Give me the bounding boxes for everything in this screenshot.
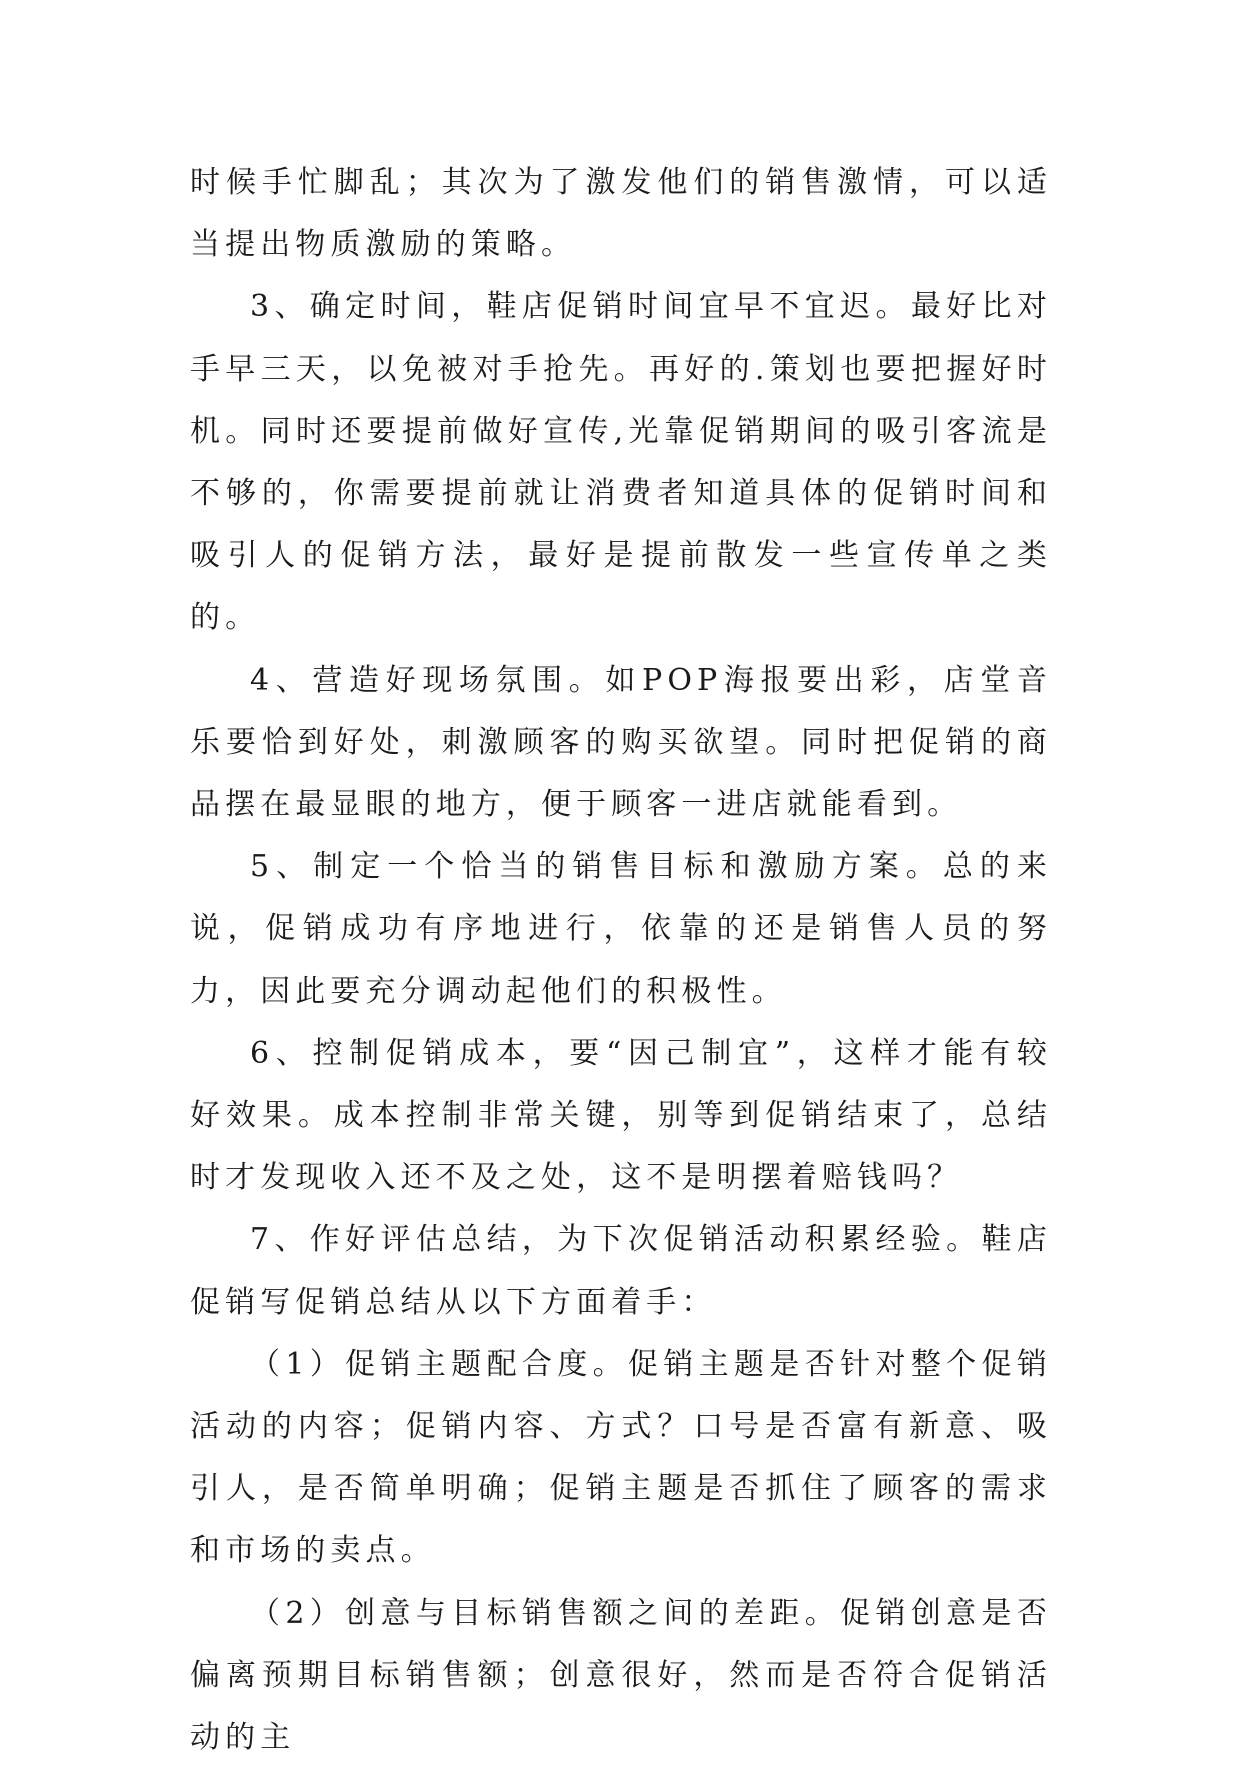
paragraph-item-7: 7、作好评估总结，为下次促销活动积累经验。鞋店促销写促销总结从以下方面着手： [190,1222,1052,1320]
paragraph-subitem-2: （2）创意与目标销售额之间的差距。促销创意是否偏离预期目标销售额；创意很好，然而是否符合促销活动的主 [190,1595,1052,1756]
paragraph-item-3: 3、确定时间，鞋店促销时间宜早不宜迟。最好比对手早三天，以免被对手抢先。再好的.策划也要把握好时机。同时还要提前做好宣传,光靠促销期间的吸引客流是不够的，你需要提前就让消费者知道具体的促销时间和吸引人的促销方法，最好是提前散发一些宣传单之类的。 [190,289,1052,636]
paragraph-item-6: 6、控制促销成本，要“因己制宜”，这样才能有较好效果。成本控制非常关键，别等到促销结束了，总结时才发现收入还不及之处，这不是明摆着赔钱吗？ [190,1035,1052,1196]
paragraph-item-5: 5、制定一个恰当的销售目标和激励方案。总的来说，促销成功有序地进行，依靠的还是销售人员的努力，因此要充分调动起他们的积极性。 [190,849,1052,1009]
body-text [190,152,1052,1769]
paragraph-subitem-1: （1）促销主题配合度。促销主题是否针对整个促销活动的内容；促销内容、方式？口号是否富有新意、吸引人，是否简单明确；促销主题是否抓住了顾客的需求和市场的卖点。 [190,1346,1052,1569]
paragraph-item-4: 4、营造好现场氛围。如POP海报要出彩，店堂音乐要恰到好处，刺激顾客的购买欲望。同时把促销的商品摆在最显眼的地方，便于顾客一进店就能看到。 [190,662,1052,823]
paragraph-continuation: 时候手忙脚乱；其次为了激发他们的销售激情，可以适当提出物质激励的策略。 [190,165,1052,263]
